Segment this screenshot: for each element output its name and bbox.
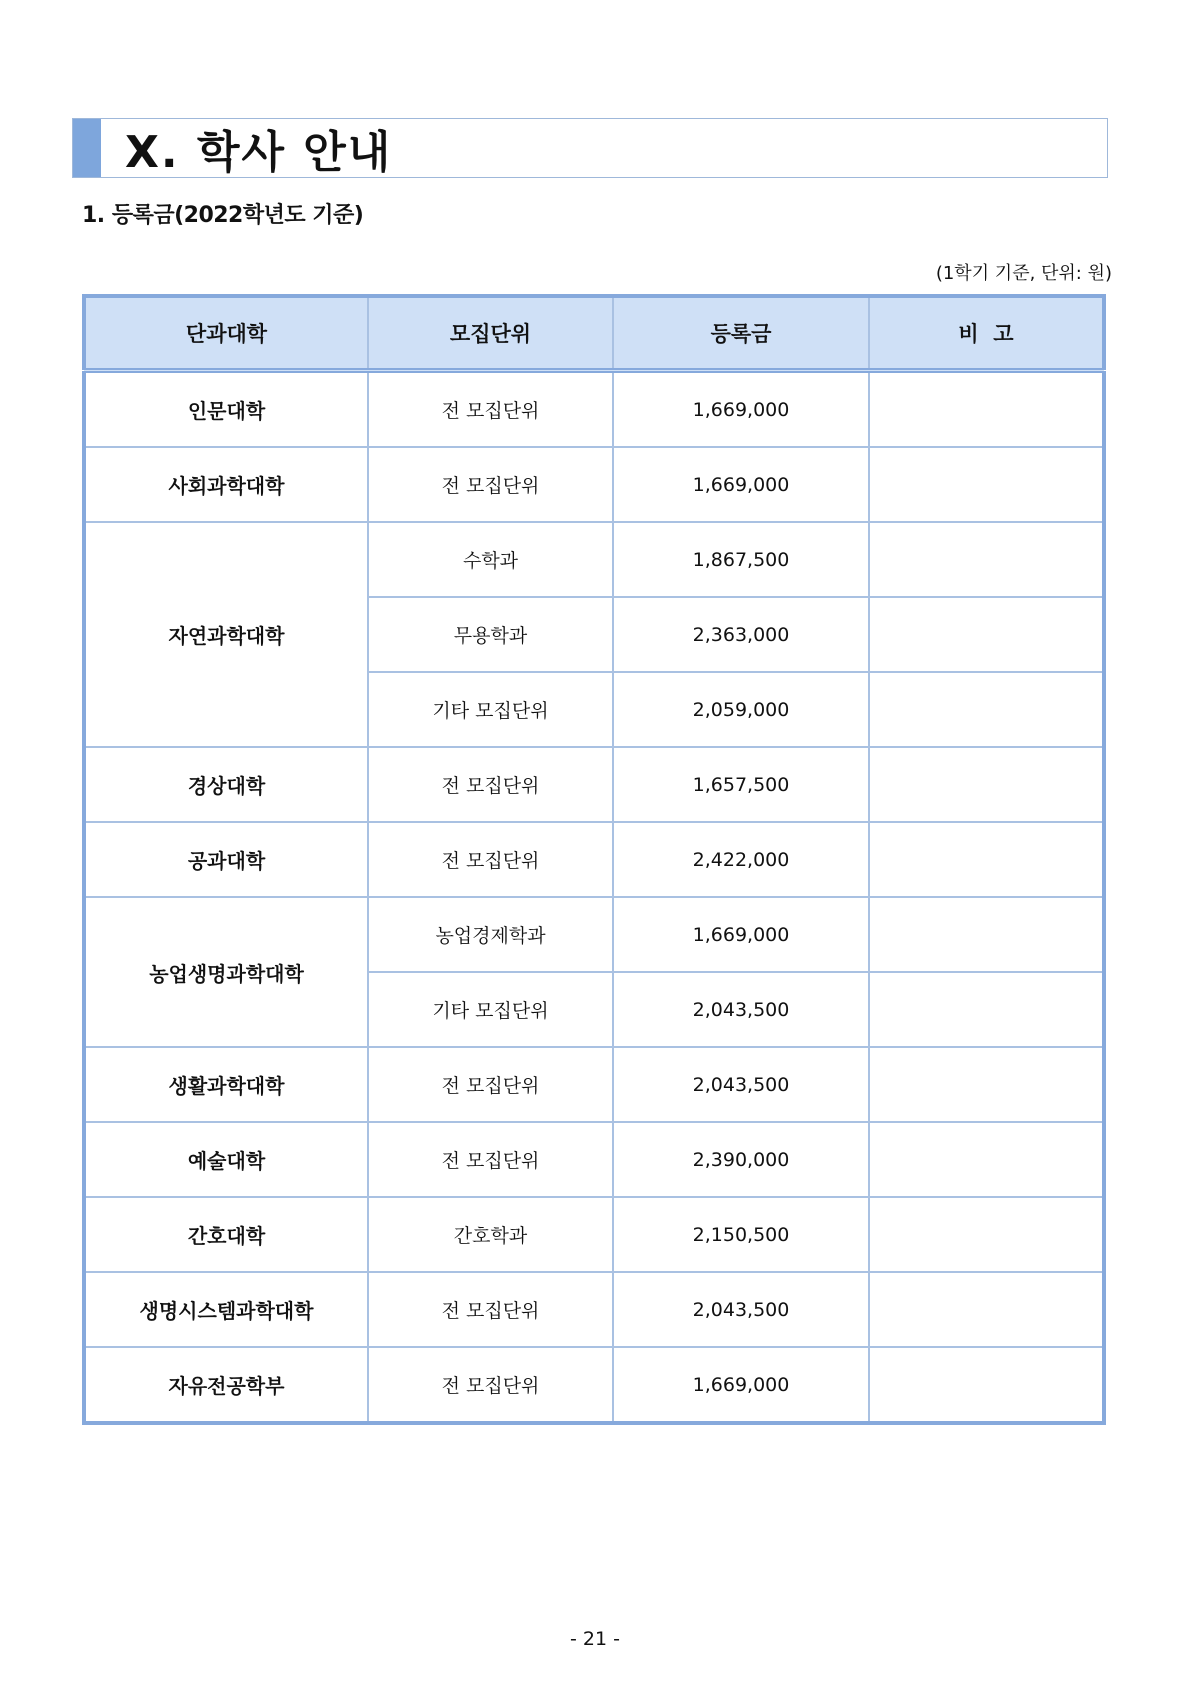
note-cell [869, 1122, 1104, 1197]
fee-cell: 2,043,500 [613, 972, 869, 1047]
college-cell: 인문대학 [84, 371, 368, 448]
unit-cell: 전 모집단위 [368, 1047, 613, 1122]
college-cell: 사회과학대학 [84, 447, 368, 522]
table-row [84, 822, 1104, 897]
table-row [84, 371, 1104, 448]
college-cell: 농업생명과학대학 [84, 897, 368, 1047]
unit-cell: 농업경제학과 [368, 897, 613, 972]
fee-cell: 2,390,000 [613, 1122, 869, 1197]
note-cell [869, 972, 1104, 1047]
table-row [84, 1347, 1104, 1423]
fee-cell: 1,657,500 [613, 747, 869, 822]
college-cell: 생활과학대학 [84, 1047, 368, 1122]
note-cell [869, 597, 1104, 672]
header-college: 단과대학 [84, 296, 368, 371]
fee-cell: 1,669,000 [613, 371, 869, 448]
header-fee: 등록금 [613, 296, 869, 371]
note-cell [869, 822, 1104, 897]
fee-cell: 2,422,000 [613, 822, 869, 897]
unit-note: (1학기 기준, 단위: 원) [935, 263, 1112, 284]
fee-cell: 1,669,000 [613, 897, 869, 972]
college-cell: 생명시스템과학대학 [84, 1272, 368, 1347]
note-cell [869, 371, 1104, 448]
unit-cell: 무용학과 [368, 597, 613, 672]
header-unit: 모집단위 [368, 296, 613, 371]
college-cell: 간호대학 [84, 1197, 368, 1272]
fee-cell: 2,043,500 [613, 1047, 869, 1122]
unit-cell: 전 모집단위 [368, 747, 613, 822]
table-row [84, 1122, 1104, 1197]
note-cell [869, 522, 1104, 597]
college-cell: 자연과학대학 [84, 522, 368, 747]
table-body [84, 371, 1104, 1424]
table-row [84, 1272, 1104, 1347]
unit-cell: 간호학과 [368, 1197, 613, 1272]
header-note: 비 고 [869, 296, 1104, 371]
note-cell [869, 1047, 1104, 1122]
fee-cell: 1,669,000 [613, 447, 869, 522]
section-title: 1. 등록금(2022학년도 기준) [82, 203, 364, 228]
unit-cell: 수학과 [368, 522, 613, 597]
unit-cell: 전 모집단위 [368, 371, 613, 448]
note-cell [869, 1197, 1104, 1272]
unit-cell: 기타 모집단위 [368, 972, 613, 1047]
table-row [84, 447, 1104, 522]
table-row [84, 1197, 1104, 1272]
fee-cell: 1,669,000 [613, 1347, 869, 1423]
unit-cell: 전 모집단위 [368, 1347, 613, 1423]
chapter-title: Ⅹ. 학사 안내 [125, 127, 393, 178]
note-cell [869, 897, 1104, 972]
note-cell [869, 747, 1104, 822]
table-row [84, 1047, 1104, 1122]
unit-cell: 전 모집단위 [368, 447, 613, 522]
unit-cell: 전 모집단위 [368, 1122, 613, 1197]
table-row [84, 747, 1104, 822]
fee-cell: 2,059,000 [613, 672, 869, 747]
note-cell [869, 672, 1104, 747]
table-row [84, 897, 1104, 972]
unit-cell: 기타 모집단위 [368, 672, 613, 747]
fee-cell: 2,043,500 [613, 1272, 869, 1347]
college-cell: 경상대학 [84, 747, 368, 822]
table-row [84, 522, 1104, 597]
table-header-row [84, 296, 1104, 371]
note-cell [869, 1347, 1104, 1423]
college-cell: 예술대학 [84, 1122, 368, 1197]
page-number: - 21 - [570, 1628, 620, 1650]
note-cell [869, 447, 1104, 522]
tuition-table [82, 294, 1106, 1425]
chapter-heading [72, 118, 1108, 178]
fee-cell: 1,867,500 [613, 522, 869, 597]
college-cell: 자유전공학부 [84, 1347, 368, 1423]
note-cell [869, 1272, 1104, 1347]
fee-cell: 2,150,500 [613, 1197, 869, 1272]
unit-cell: 전 모집단위 [368, 822, 613, 897]
chapter-accent-bar [73, 119, 101, 177]
fee-cell: 2,363,000 [613, 597, 869, 672]
unit-cell: 전 모집단위 [368, 1272, 613, 1347]
college-cell: 공과대학 [84, 822, 368, 897]
